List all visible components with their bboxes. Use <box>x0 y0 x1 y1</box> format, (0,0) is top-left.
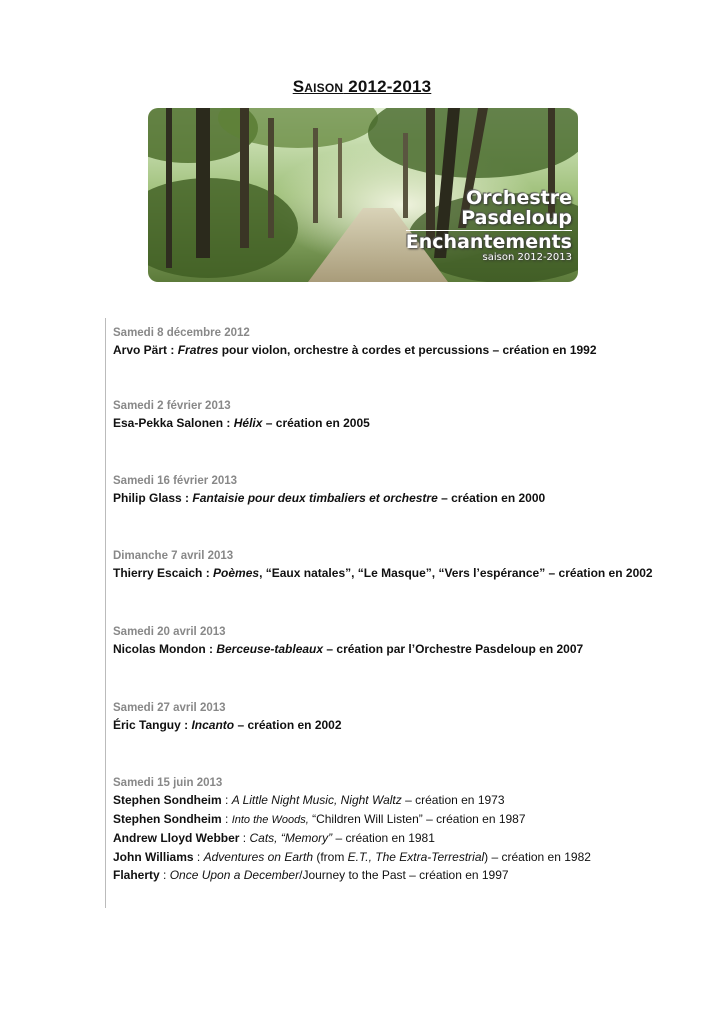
concert-date: Samedi 15 juin 2013 <box>113 777 223 789</box>
concert-entry <box>113 474 545 508</box>
banner-caption: Orchestre Pasdeloup Enchantements saison 2012-2013 <box>405 187 572 263</box>
concert-date: Samedi 8 décembre 2012 <box>113 327 250 339</box>
concert-program-line: Stephen Sondheim : A Little Night Music, Night Waltz – création en 1973 <box>113 793 505 807</box>
concert-program-line: Stephen Sondheim : Into the Woods, “Children Will Listen” – création en 1987 <box>113 811 526 826</box>
concert-program: Éric Tanguy : Incanto – création en 2002 <box>113 718 342 732</box>
concert-entry <box>113 399 370 433</box>
concert-entry <box>113 549 653 583</box>
concert-date: Dimanche 7 avril 2013 <box>113 550 234 562</box>
concert-date: Samedi 20 avril 2013 <box>113 626 226 638</box>
concert-program: Thierry Escaich : Poèmes, “Eaux natales”, “Le Masque”, “Vers l’espérance” – création en 2002 <box>113 566 653 580</box>
concert-program-line: Andrew Lloyd Webber : Cats, “Memory” – création en 1981 <box>113 831 435 845</box>
concert-entry <box>113 326 597 360</box>
left-margin-rule <box>105 318 106 908</box>
concert-program: Philip Glass : Fantaisie pour deux timbaliers et orchestre – création en 2000 <box>113 491 546 505</box>
concert-entry <box>113 625 583 659</box>
concert-date: Samedi 2 février 2013 <box>113 400 231 412</box>
concert-program: Esa-Pekka Salonen : Hélix – création en 2005 <box>113 416 370 430</box>
concert-entry <box>113 701 342 735</box>
forest-banner-image <box>148 108 578 282</box>
concert-entry <box>113 776 591 885</box>
concert-date: Samedi 16 février 2013 <box>113 475 238 487</box>
concert-program: Arvo Pärt : Fratres pour violon, orchestre à cordes et percussions – création en 1992 <box>113 343 597 357</box>
concert-program-line: John Williams : Adventures on Earth (from E.T., The Extra-Terrestrial) – création en 1982 <box>113 849 591 864</box>
concert-program-line: Flaherty : Once Upon a December/Journey to the Past – création en 1997 <box>113 868 509 882</box>
concert-program: Nicolas Mondon : Berceuse-tableaux – création par l’Orchestre Pasdeloup en 2007 <box>113 642 584 656</box>
page-title: SAISON 2012-2013 <box>292 77 432 96</box>
concert-date: Samedi 27 avril 2013 <box>113 702 226 714</box>
